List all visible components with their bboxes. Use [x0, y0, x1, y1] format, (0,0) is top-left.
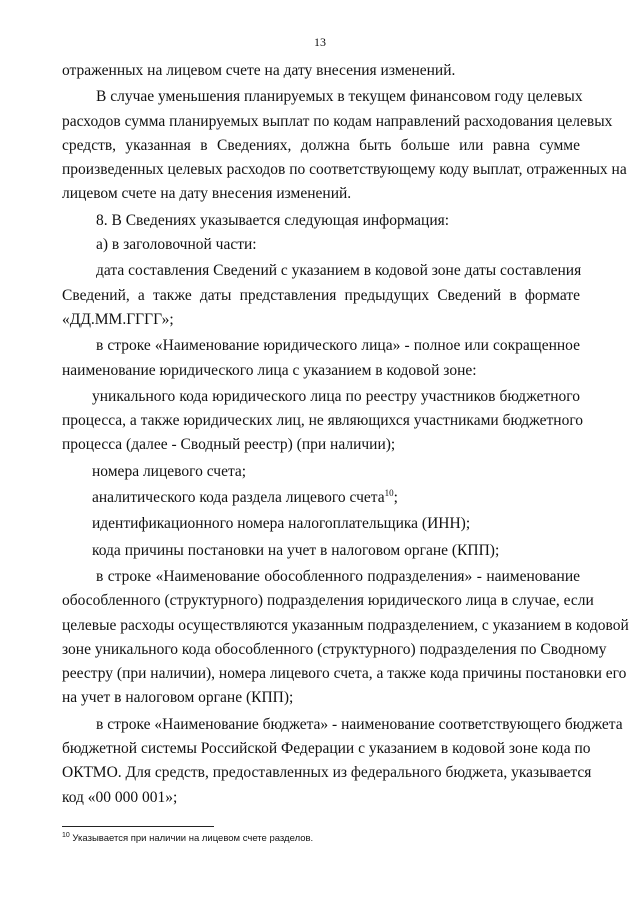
paragraph-line: на учет в налоговом органе (КПП); — [62, 689, 294, 707]
paragraph-line: наименование юридического лица с указанием в кодовой зоне: — [62, 361, 477, 379]
footnote-divider — [62, 826, 214, 827]
page-number: 13 — [314, 35, 326, 49]
paragraph-line: реестру (при наличии), номера лицевого счета, а также кода причины постановки его — [62, 665, 627, 683]
paragraph-line: дата составления Сведений с указанием в кодовой зоне даты составления — [96, 262, 582, 280]
paragraph-line: произведенных целевых расходов по соответствующему коду выплат, отраженных на — [62, 161, 627, 179]
paragraph-line: процесса, а также юридических лиц, не являющихся участниками бюджетного — [62, 412, 584, 430]
paragraph-line: Сведений, а также даты представления предыдущих Сведений в формате — [62, 286, 580, 304]
paragraph-line: В случае уменьшения планируемых в текущем финансовом году целевых — [96, 88, 583, 106]
paragraph-text: аналитического кода раздела лицевого счета — [92, 489, 385, 507]
section-heading: 8. В Сведениях указывается следующая информация: — [96, 211, 450, 229]
paragraph-line: целевые расходы осуществляются указанным подразделением, с указанием в кодовой — [62, 616, 629, 634]
footnote — [62, 833, 313, 844]
paragraph-line: бюджетной системы Российской Федерации с указанием в кодовой зоне кода по — [62, 740, 591, 758]
paragraph-line: ОКТМО. Для средств, предоставленных из федерального бюджета, указывается — [62, 764, 592, 782]
document-body — [62, 59, 629, 810]
paragraph-line — [62, 486, 580, 510]
footnote-reference: 10 — [384, 487, 394, 498]
paragraph-line: обособленного (структурного) подразделения юридического лица в случае, если — [62, 592, 594, 610]
paragraph-line: в строке «Наименование обособленного подразделения» - наименование — [96, 567, 580, 585]
paragraph-text-suffix: ; — [393, 489, 398, 507]
paragraph-line: уникального кода юридического лица по реестру участников бюджетного — [92, 387, 580, 405]
footnote-marker: 10 — [62, 831, 70, 839]
paragraph-line: кода причины постановки на учет в налоговом органе (КПП); — [92, 541, 500, 559]
paragraph-line: зоне уникального кода обособленного (структурного) подразделения по Сводному — [62, 640, 607, 658]
footnote-text: Указывается при наличии на лицевом счете разделов. — [69, 833, 314, 844]
paragraph-line: идентификационного номера налогоплательщика (ИНН); — [92, 515, 471, 533]
paragraph-line: номера лицевого счета; — [92, 462, 247, 480]
paragraph-line: «ДД.ММ.ГГГГ»; — [62, 310, 174, 328]
subsection-heading: а) в заголовочной части: — [96, 236, 257, 254]
paragraph-line: в строке «Наименование юридического лица» - полное или сокращенное — [96, 337, 580, 355]
paragraph-line: процесса (далее - Сводный реестр) (при наличии); — [62, 436, 396, 454]
text-line: отраженных на лицевом счете на дату внесения изменений. — [62, 62, 456, 79]
paragraph-line: средств, указанная в Сведениях, должна быть больше или равна сумме — [62, 136, 580, 154]
paragraph-line: в строке «Наименование бюджета» - наименование соответствующего бюджета — [96, 715, 623, 733]
paragraph-line: расходов сумма планируемых выплат по кодам направлений расходования целевых — [62, 112, 613, 130]
paragraph-line: лицевом счете на дату внесения изменений. — [62, 185, 352, 203]
paragraph-line: код «00 000 001»; — [62, 788, 178, 806]
